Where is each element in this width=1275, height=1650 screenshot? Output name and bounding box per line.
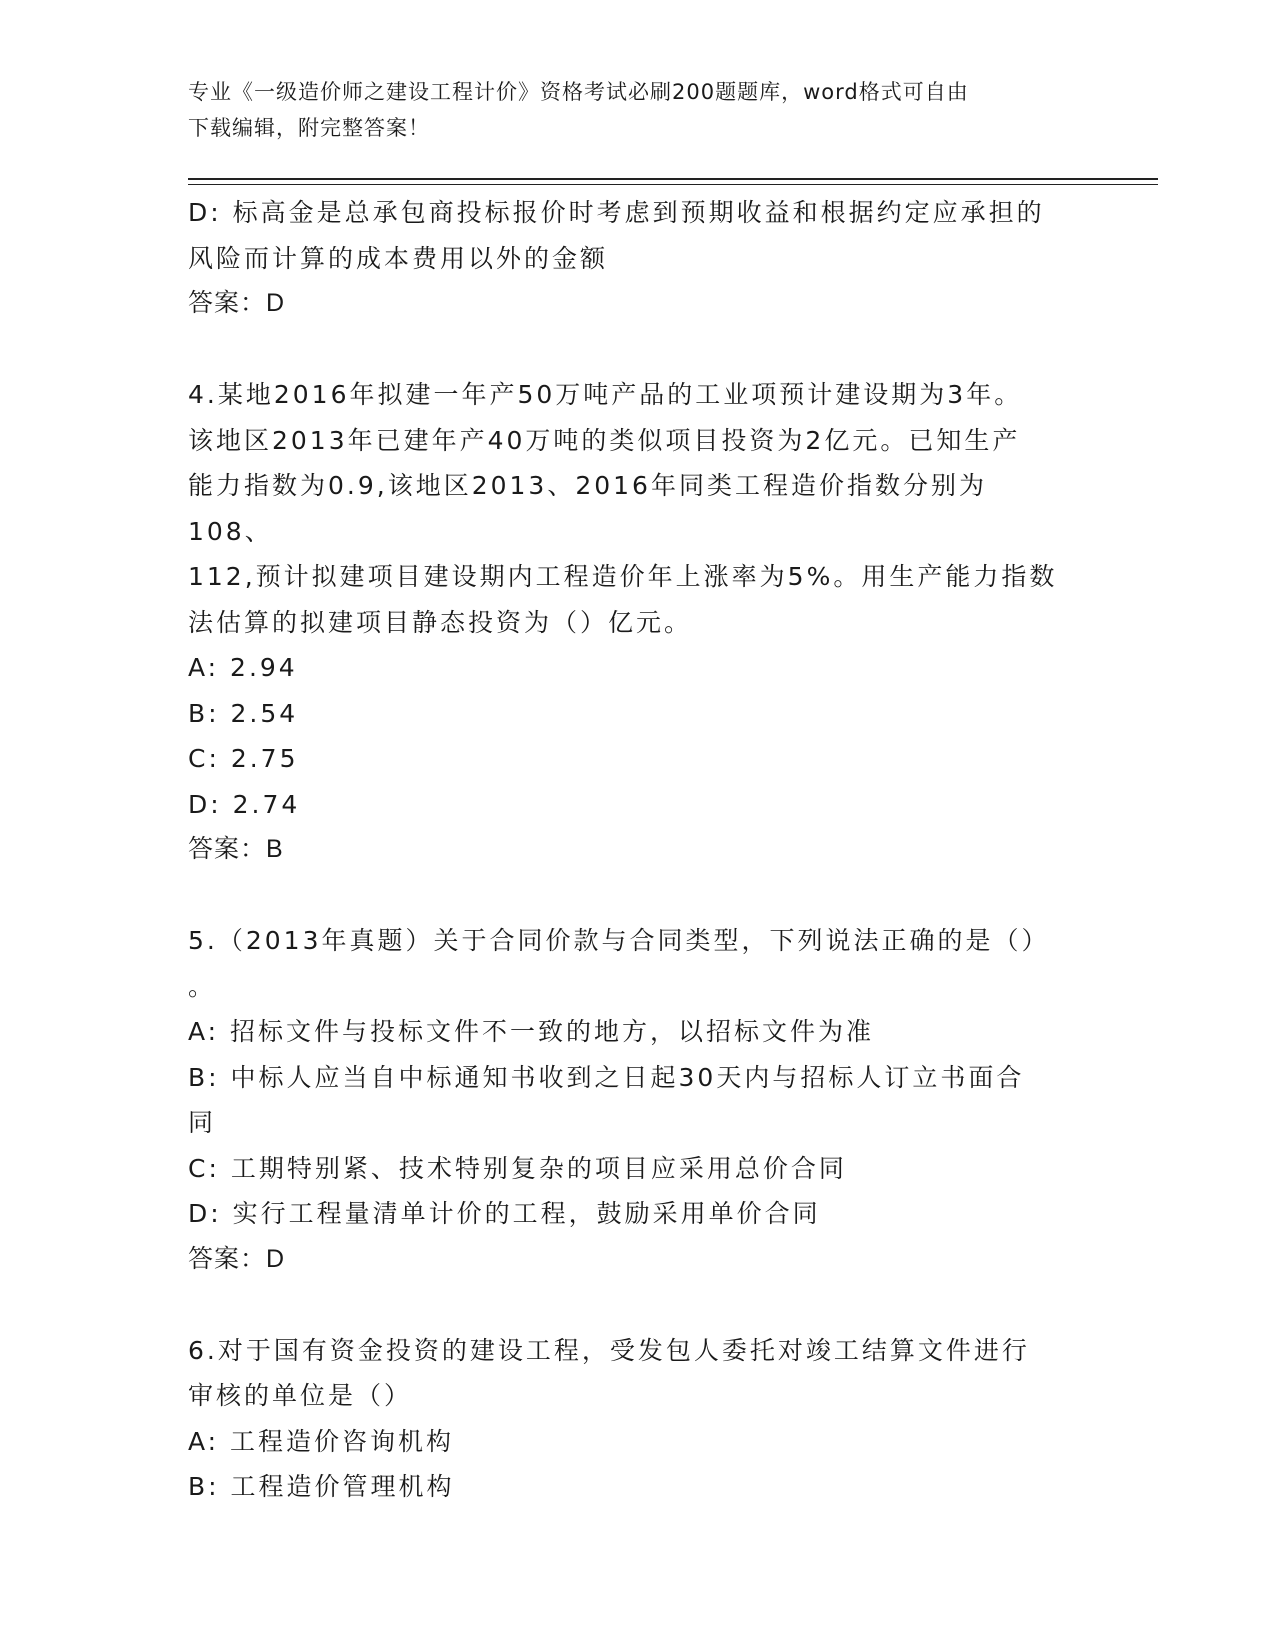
option-b: B: 2.54 — [188, 698, 299, 728]
question-stem-line: 法估算的拟建项目静态投资为（）亿元。 — [188, 607, 693, 637]
answer-label: 答案：D — [188, 1244, 286, 1273]
question-5 — [188, 918, 1068, 1282]
option-b-line-1: B: 中标人应当自中标通知书收到之日起30天内与招标人订立书面合 — [188, 1062, 1025, 1092]
option-d-line-2: 风险而计算的成本费用以外的金额 — [188, 243, 609, 273]
question-stem-line: 5.（2013年真题）关于合同价款与合同类型，下列说法正确的是（） — [188, 926, 1050, 955]
option-a: A: 工程造价咨询机构 — [188, 1426, 455, 1456]
question-stem-line: 审核的单位是（） — [188, 1381, 413, 1410]
option-b-line-2: 同 — [188, 1108, 217, 1137]
document-header — [188, 74, 1068, 146]
question-spacer — [188, 327, 1068, 373]
option-d: D: 实行工程量清单计价的工程，鼓励采用单价合同 — [188, 1199, 821, 1228]
header-title-line-2: 下载编辑，附完整答案！ — [188, 116, 430, 140]
question-stem-line: 该地区2013年已建年产40万吨的类似项目投资为2亿元。已知生产 — [188, 425, 1021, 455]
question-stem-line: 112,预计拟建项目建设期内工程造价年上涨率为5%。用生产能力指数 — [188, 562, 1058, 591]
option-a: A: 2.94 — [188, 653, 298, 682]
header-divider-thick — [188, 178, 1158, 180]
header-divider-thin — [188, 184, 1158, 185]
question-3-tail — [188, 190, 1068, 327]
question-content — [188, 190, 1068, 1510]
answer-label: 答案：D — [188, 289, 286, 317]
header-title-line-1: 专业《一级造价师之建设工程计价》资格考试必刷200题题库，word格式可自由 — [188, 80, 969, 104]
question-stem-line: 4.某地2016年拟建一年产50万吨产品的工业项预计建设期为3年。 — [188, 380, 1023, 409]
option-a: A: 招标文件与投标文件不一致的地方，以招标文件为准 — [188, 1017, 875, 1046]
option-c: C: 2.75 — [188, 744, 299, 773]
option-c: C: 工期特别紧、技术特别复杂的项目应采用总价合同 — [188, 1153, 847, 1183]
question-stem-line: 6.对于国有资金投资的建设工程，受发包人委托对竣工结算文件进行 — [188, 1335, 1030, 1365]
question-stem-line: 。 — [188, 971, 217, 1001]
question-spacer — [188, 873, 1068, 919]
question-spacer — [188, 1282, 1068, 1328]
option-d: D: 2.74 — [188, 789, 301, 819]
option-b: B: 工程造价管理机构 — [188, 1472, 455, 1501]
question-4 — [188, 372, 1068, 873]
question-6 — [188, 1328, 1068, 1510]
question-stem-line: 能力指数为0.9,该地区2013、2016年同类工程造价指数分别为108、 — [188, 471, 987, 546]
answer-label: 答案：B — [188, 835, 284, 863]
option-d-line-1: D: 标高金是总承包商投标报价时考虑到预期收益和根据约定应承担的 — [188, 198, 1045, 227]
